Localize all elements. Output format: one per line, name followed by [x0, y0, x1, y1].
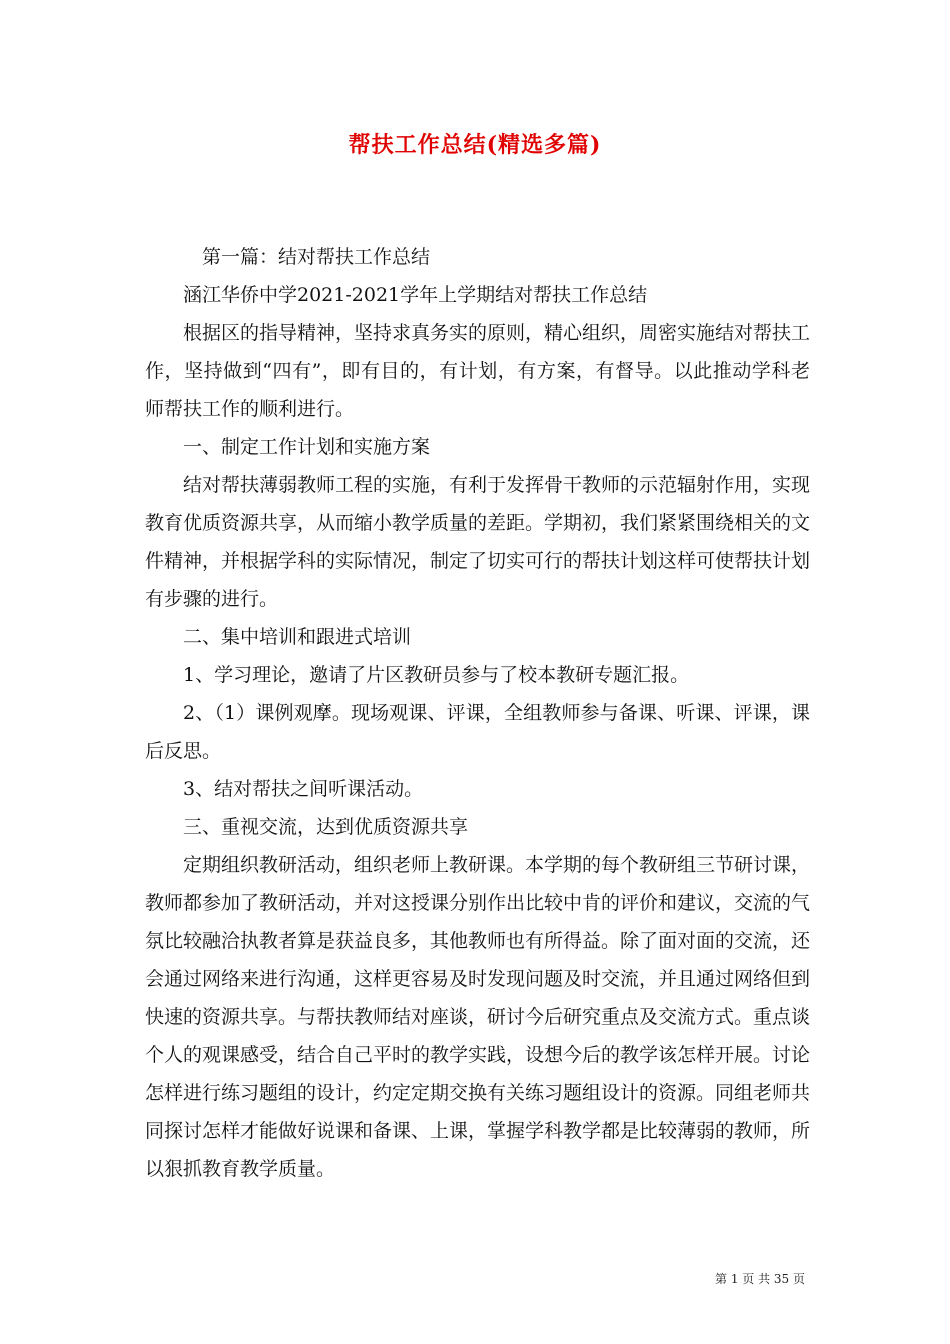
section-heading: 第一篇：结对帮扶工作总结 — [202, 246, 431, 268]
body-paragraph: 定期组织教研活动，组织老师上教研课。本学期的每个教研组三节研讨课，教师都参加了教研活动，并对这授课分别作出比较中肯的评价和建议，交流的气氛比较融洽执教者算是获益良多，其他教师也有所得益。除了面对面的交流，还会通过网络来进行沟通，这样更容易及时发现问题及时交流，并且通过网络但到快速的资源共享。与帮扶教师结对座谈，研讨今后研究重点及交流方式。重点谈个人的观课感受，结合自己平时的教学实践，设想今后的教学该怎样开展。讨论怎样进行练习题组的设计，约定定期交换有关练习题组设计的资源。同组老师共同探讨怎样才能做好说课和备课、上课，掌握学科教学都是比较薄弱的教师，所以狠抓教育教学质量。 — [145, 854, 811, 1180]
section-heading: 一、制定工作计划和实施方案 — [183, 436, 431, 458]
list-item: 2、（1）课例观摩。现场观课、评课，全组教师参与备课、听课、评课，课后反思。 — [145, 702, 810, 762]
document-body — [145, 238, 810, 1188]
page-footer: 第 1 页 共 35 页 — [715, 1272, 805, 1286]
section-heading: 二、集中培训和跟进式培训 — [183, 626, 412, 648]
body-paragraph: 根据区的指导精神，坚持求真务实的原则，精心组织，周密实施结对帮扶工作，坚持做到“四有”，即有目的，有计划，有方案，有督导。以此推动学科老师帮扶工作的顺利进行。 — [145, 322, 811, 420]
subtitle-paragraph: 涵江华侨中学2021-2021学年上学期结对帮扶工作总结 — [183, 284, 648, 306]
section-heading: 三、重视交流，达到优质资源共享 — [183, 816, 469, 838]
list-item: 3、结对帮扶之间听课活动。 — [183, 778, 424, 800]
list-item: 1、学习理论，邀请了片区教研员参与了校本教研专题汇报。 — [183, 664, 690, 686]
document-title: 帮扶工作总结(精选多篇) — [348, 132, 602, 158]
body-paragraph: 结对帮扶薄弱教师工程的实施，有利于发挥骨干教师的示范辐射作用，实现教育优质资源共享，从而缩小教学质量的差距。学期初，我们紧紧围绕相关的文件精神，并根据学科的实际情况，制定了切实可行的帮扶计划这样可使帮扶计划有步骤的进行。 — [145, 474, 811, 610]
